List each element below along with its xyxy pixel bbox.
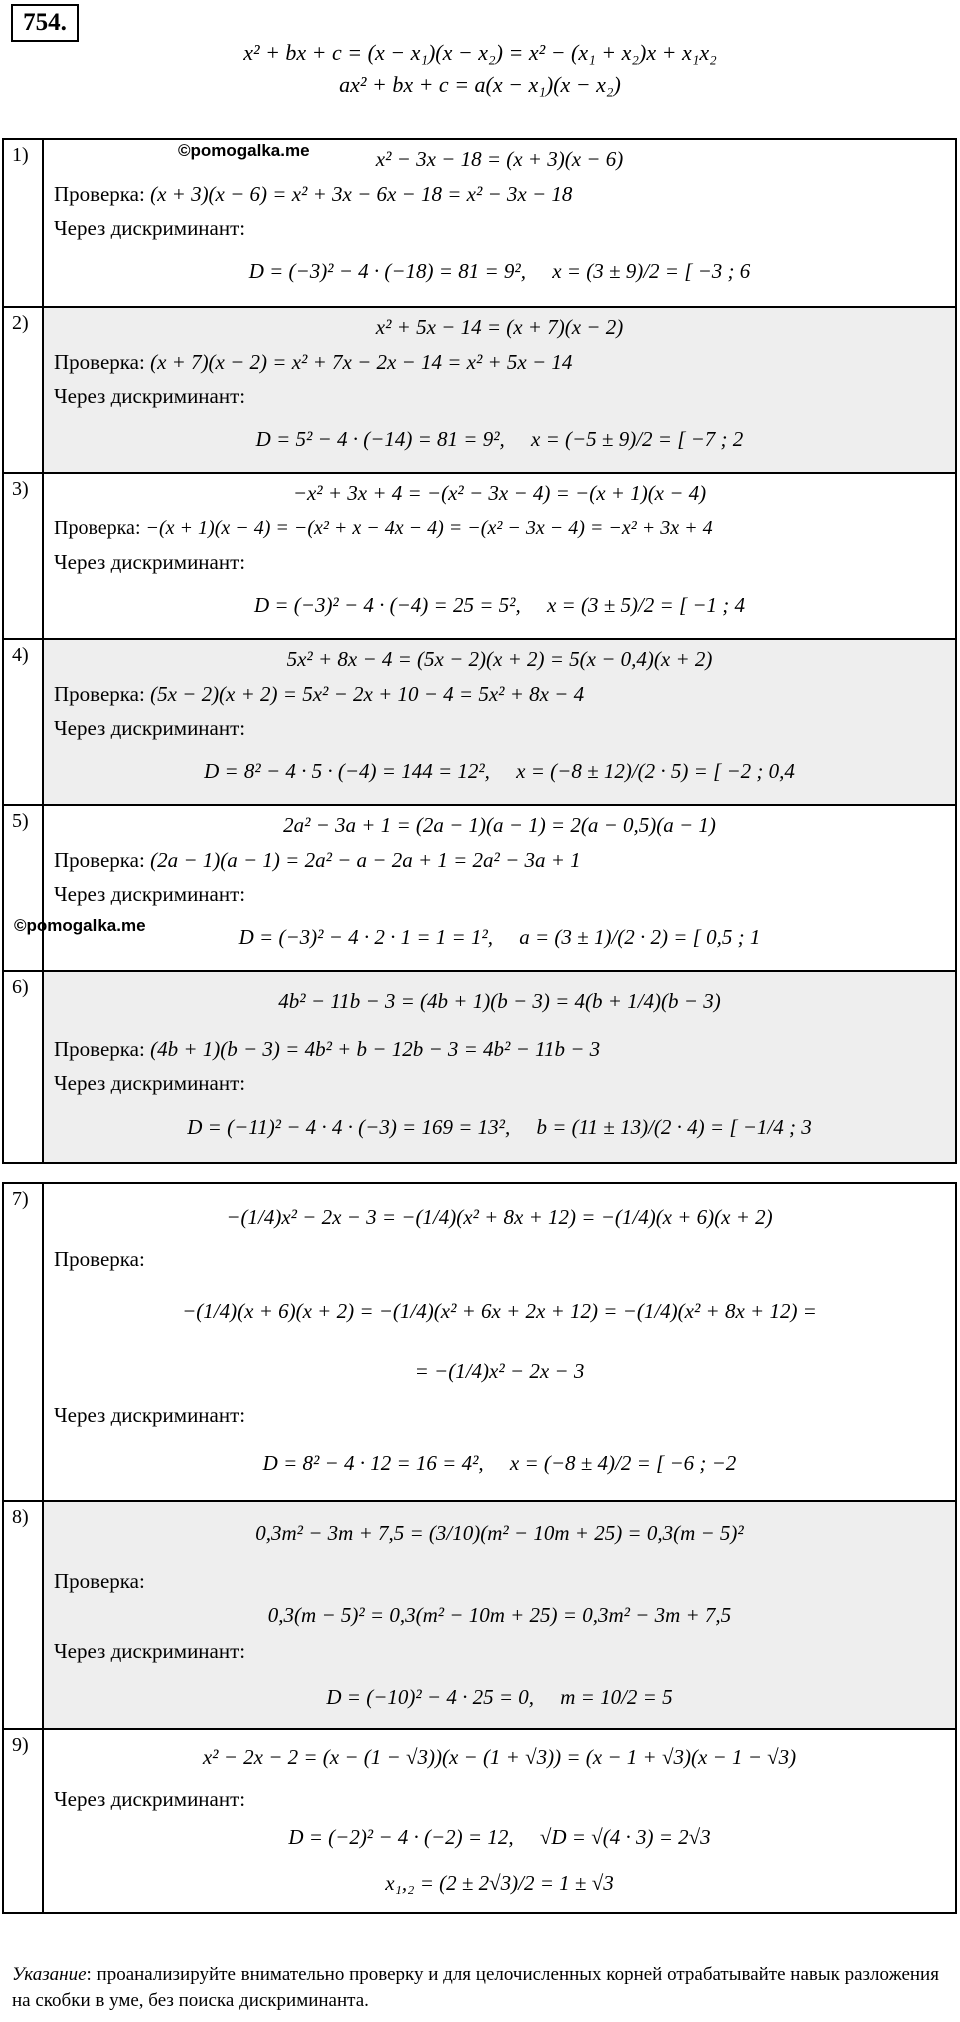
discriminant-label: Через дискриминант:	[54, 1639, 246, 1663]
discriminant: D = 8² − 4 · 12 = 16 = 4²,	[262, 1451, 484, 1475]
discriminant: D = (−2)² − 4 · (−2) = 12,	[288, 1825, 514, 1849]
row-label: 6)	[4, 972, 44, 1162]
row-content	[44, 1184, 955, 1500]
row-label: 1)	[4, 140, 44, 306]
row-content	[44, 474, 955, 638]
check-line	[44, 181, 955, 207]
row-content	[44, 1502, 955, 1728]
solution-row-2	[4, 306, 955, 472]
discriminant-line	[44, 924, 955, 950]
roots: a = (3 ± 1)/(2 · 2) = [ 0,5 ; 1	[519, 925, 761, 949]
discriminant: D = (−3)² − 4 · (−4) = 25 = 5²,	[253, 593, 521, 617]
factorization: x² − 3x − 18 = (x + 3)(x − 6)	[375, 147, 624, 171]
discriminant-line	[44, 592, 955, 618]
roots: x₁,₂ = (2 ± 2√3)/2 = 1 ± √3	[385, 1871, 614, 1895]
discriminant-label: Через дискриминант:	[54, 716, 246, 740]
check-expression: (2a − 1)(a − 1) = 2a² − a − 2a + 1 = 2a² − 3a + 1	[150, 848, 581, 872]
check-label: Проверка:	[54, 182, 145, 206]
roots: x = (−8 ± 4)/2 = [ −6 ; −2	[509, 1451, 737, 1475]
roots: x = (3 ± 5)/2 = [ −1 ; 4	[546, 593, 746, 617]
check-label: Проверка:	[54, 1037, 145, 1061]
row-label: 9)	[4, 1730, 44, 1912]
discriminant: D = (−10)² − 4 · 25 = 0,	[326, 1685, 535, 1709]
factorization: 0,3m² − 3m + 7,5 = (3/10)(m² − 10m + 25) = 0,3(m − 5)²	[255, 1521, 744, 1545]
factorization: 4b² − 11b − 3 = (4b + 1)(b − 3) = 4(b + 1/4)(b − 3)	[278, 989, 721, 1013]
check-label: Проверка:	[54, 517, 141, 539]
watermark: ©pomogalka.me	[14, 916, 146, 935]
check-line	[44, 681, 955, 707]
row-label: 3)	[4, 474, 44, 638]
discriminant-label: Через дискриминант:	[54, 1403, 246, 1427]
discriminant-label: Через дискриминант:	[54, 384, 246, 408]
check-label: Проверка:	[54, 1247, 145, 1271]
discriminant-line	[44, 1450, 955, 1476]
factorization: x² − 2x − 2 = (x − (1 − √3))(x − (1 + √3)) = (x − 1 + √3)(x − 1 − √3)	[202, 1745, 797, 1769]
roots: m = 10/2 = 5	[560, 1685, 673, 1709]
discriminant-label: Через дискриминант:	[54, 1787, 246, 1811]
solution-row-4	[4, 638, 955, 804]
check-label: Проверка:	[54, 848, 145, 872]
check-expression: −(1/4)(x + 6)(x + 2) = −(1/4)(x² + 6x + 2x + 12) = −(1/4)(x² + 8x + 12) =	[182, 1299, 817, 1323]
factorization: x² + 5x − 14 = (x + 7)(x − 2)	[375, 315, 624, 339]
check-line	[44, 515, 955, 541]
row-label: 4)	[4, 640, 44, 804]
discriminant-line	[44, 1824, 955, 1850]
check-expression: −(x + 1)(x − 4) = −(x² + x − 4x − 4) = −(x² − 3x − 4) = −x² + 3x + 4	[145, 517, 713, 539]
check-line	[44, 847, 955, 873]
discriminant-label: Через дискриминант:	[54, 1071, 246, 1095]
check-line	[44, 349, 955, 375]
solutions-table-2	[2, 1182, 957, 1914]
header-formula-2: ax² + bx + c = a(x − x₁)(x − x₂)	[339, 72, 621, 97]
roots: x = (3 ± 9)/2 = [ −3 ; 6	[552, 259, 751, 283]
check-line	[44, 1036, 955, 1062]
check-expression: (x + 3)(x − 6) = x² + 3x − 6x − 18 = x² − 3x − 18	[150, 182, 573, 206]
hint-text: : проанализируйте внимательно проверку и для целочисленных корней отрабатывайте навык разложения на скобки в уме, без поиска дискриминанта.	[12, 1964, 939, 2011]
check-expression: 0,3(m − 5)² = 0,3(m² − 10m + 25) = 0,3m² − 3m + 7,5	[267, 1603, 732, 1627]
solution-row-5	[4, 804, 955, 970]
row-content	[44, 640, 955, 804]
factorization: −(1/4)x² − 2x − 3 = −(1/4)(x² + 8x + 12) = −(1/4)(x + 6)(x + 2)	[226, 1205, 773, 1229]
solution-row-3	[4, 472, 955, 638]
task-number: 754.	[11, 4, 79, 42]
discriminant-line	[44, 426, 955, 452]
solution-row-9	[4, 1728, 955, 1912]
roots: b = (11 ± 13)/(2 · 4) = [ −1/4 ; 3	[536, 1115, 812, 1139]
check-expression: (x + 7)(x − 2) = x² + 7x − 2x − 14 = x² + 5x − 14	[150, 350, 573, 374]
check-expression: (5x − 2)(x + 2) = 5x² − 2x + 10 − 4 = 5x² + 8x − 4	[150, 682, 585, 706]
row-label: 7)	[4, 1184, 44, 1500]
check-expression-continued: = −(1/4)x² − 2x − 3	[414, 1359, 585, 1383]
discriminant-line	[44, 1114, 955, 1140]
discriminant: D = (−3)² − 4 · 2 · 1 = 1 = 1²,	[238, 925, 493, 949]
solutions-table-1	[2, 138, 957, 1164]
row-content	[44, 308, 955, 472]
discriminant-label: Через дискриминант:	[54, 216, 246, 240]
factorization: −x² + 3x + 4 = −(x² − 3x − 4) = −(x + 1)(x − 4)	[292, 481, 707, 505]
check-label: Проверка:	[54, 682, 145, 706]
discriminant: D = (−3)² − 4 · (−18) = 81 = 9²,	[248, 259, 526, 283]
header-formula-1: x² + bx + c = (x − x₁)(x − x₂) = x² − (x₁ + x₂)x + x₁x₂	[243, 40, 717, 65]
discriminant-label: Через дискриминант:	[54, 550, 246, 574]
discriminant: D = (−11)² − 4 · 4 · (−3) = 169 = 13²,	[187, 1115, 511, 1139]
solution-row-1	[4, 140, 955, 306]
row-content	[44, 972, 955, 1162]
solution-row-6	[4, 970, 955, 1162]
hint-label: Указание	[12, 1964, 87, 1985]
row-label: 5)	[4, 806, 44, 970]
factorization: 5x² + 8x − 4 = (5x − 2)(x + 2) = 5(x − 0,4)(x + 2)	[286, 647, 713, 671]
watermark: ©pomogalka.me	[178, 141, 310, 160]
solution-row-7	[4, 1184, 955, 1500]
roots: x = (−8 ± 12)/(2 · 5) = [ −2 ; 0,4	[516, 759, 795, 783]
factorization: 2a² − 3a + 1 = (2a − 1)(a − 1) = 2(a − 0,5)(a − 1)	[283, 813, 716, 837]
check-expression: (4b + 1)(b − 3) = 4b² + b − 12b − 3 = 4b² − 11b − 3	[150, 1037, 601, 1061]
sqrt-discriminant: √D = √(4 · 3) = 2√3	[539, 1825, 711, 1849]
discriminant-line	[44, 1684, 955, 1710]
row-label: 2)	[4, 308, 44, 472]
discriminant-line	[44, 258, 955, 284]
row-content	[44, 1730, 955, 1912]
row-content	[44, 806, 955, 970]
roots: x = (−5 ± 9)/2 = [ −7 ; 2	[531, 427, 744, 451]
check-label: Проверка:	[54, 1569, 145, 1593]
discriminant: D = 8² − 4 · 5 · (−4) = 144 = 12²,	[204, 759, 490, 783]
discriminant-label: Через дискриминант:	[54, 882, 246, 906]
discriminant-line	[44, 758, 955, 784]
discriminant: D = 5² − 4 · (−14) = 81 = 9²,	[255, 427, 505, 451]
solution-row-8	[4, 1500, 955, 1728]
row-content	[44, 140, 955, 306]
check-label: Проверка:	[54, 350, 145, 374]
row-label: 8)	[4, 1502, 44, 1728]
hint-note	[12, 1962, 942, 2014]
